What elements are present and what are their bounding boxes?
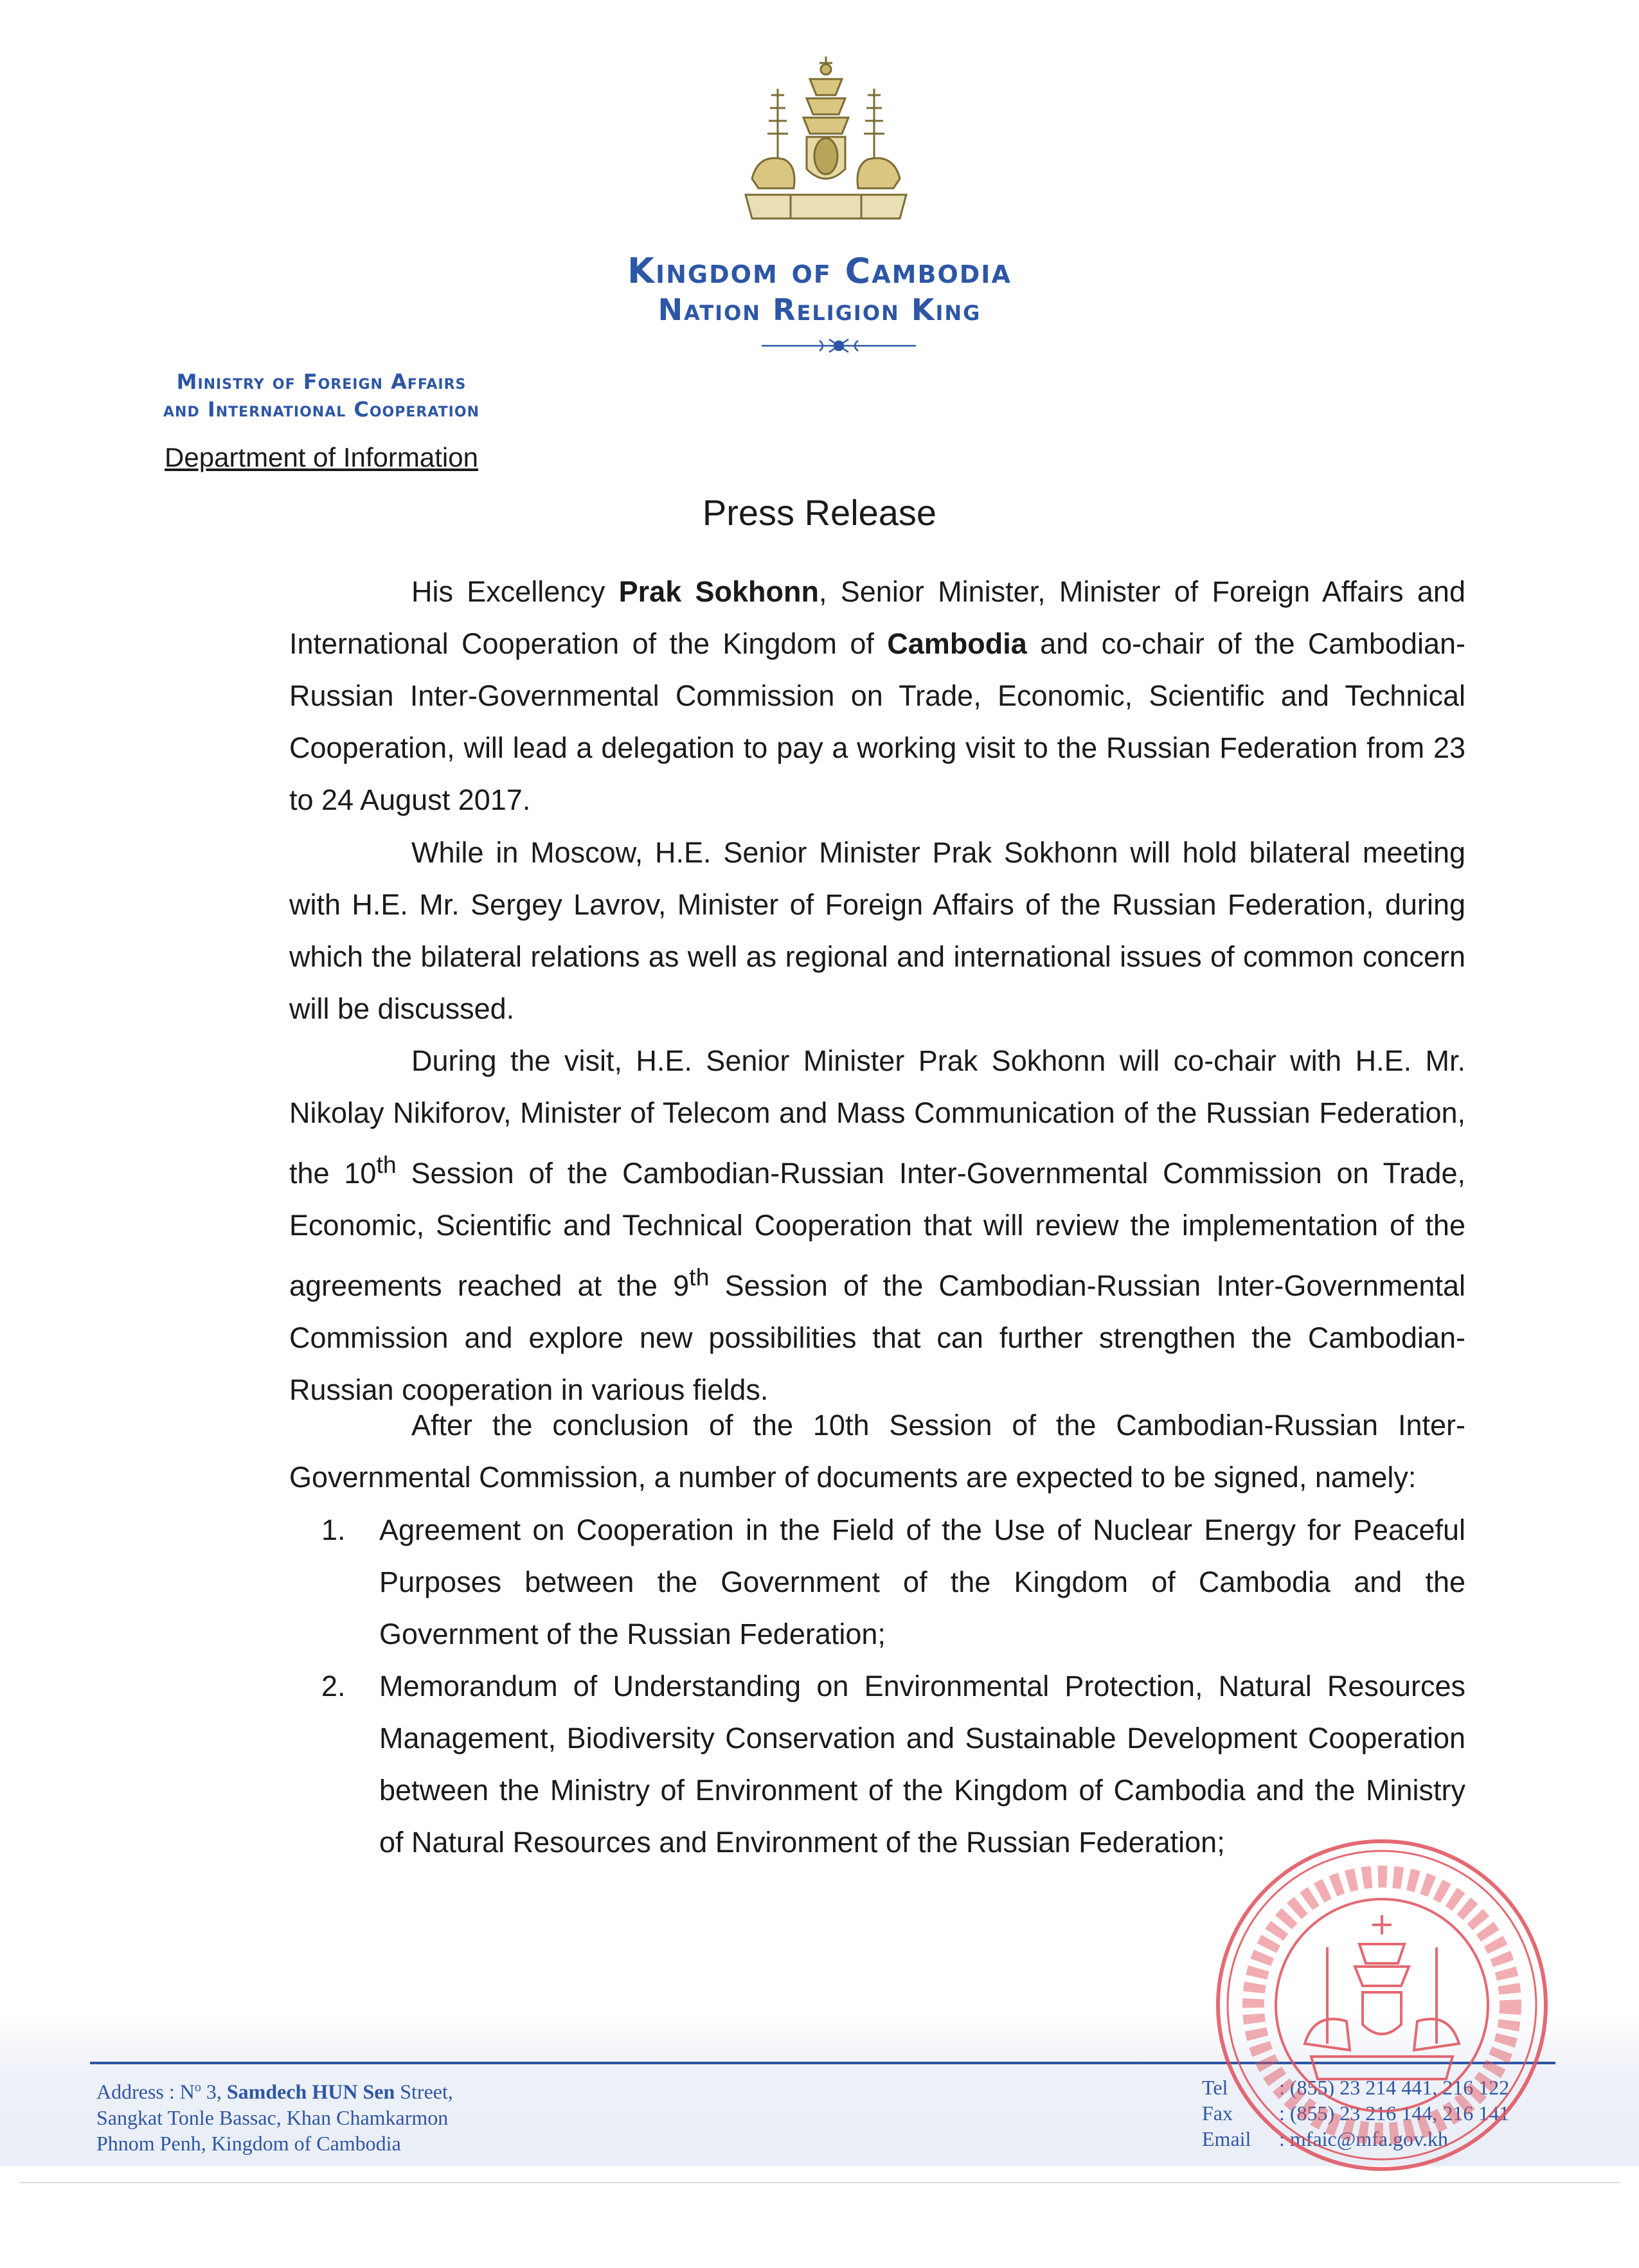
address-number: 3, (201, 2080, 227, 2103)
list-item-number: 2. (321, 1670, 346, 1702)
tel-label: Tel (1202, 2076, 1228, 2099)
p1-bold-country: Cambodia (887, 627, 1027, 660)
p3-text-3: Session of the Cambodian-Russian Inter-Governmental Commission and explore new possibilities that can further strengthen the Cambodian-Russian cooperation in various fields. (289, 1269, 1465, 1406)
list-item-text: Agreement on Cooperation in the Field of the Use of Nuclear Energy for Peaceful Purposes between the Government of the Kingdom of Cambodia and the Government of the Russian Federation; (379, 1513, 1465, 1650)
p1-text-1: His Excellency (411, 575, 619, 608)
page-title: Press Release (702, 492, 937, 533)
ministry-name-line1: Ministry of Foreign Affairs (176, 370, 467, 394)
fax-value: : (855) 23 216 144, 216 141 (1279, 2102, 1510, 2125)
address-suffix: Street, (395, 2080, 453, 2103)
kingdom-title: Kingdom of Cambodia (627, 251, 1012, 291)
paragraph-4: After the conclusion of the 10th Session of the Cambodian-Russian Inter-Governmental Commission, a number of documents are expected to be signed, namely: (289, 1409, 1465, 1494)
p1-text-2: , Senior Minister, Minister of Foreign Affairs and International Cooperation of the Kingdom of (289, 575, 1465, 660)
tel-value: : (855) 23 214 441, 216 122 (1279, 2076, 1510, 2099)
department-name: Department of Information (165, 442, 478, 472)
list-item-text: Memorandum of Understanding on Environmental Protection, Natural Resources Management, Biodiversity Conservation and Sustainable Development Cooperation between the Ministry of Environment of the Kingdom of Cambodia and the Ministry of Natural Resources and Environment of the Russian Federation; (379, 1670, 1465, 1859)
address-prefix: Address : N (96, 2080, 195, 2103)
address-street-name: Samdech HUN Sen (226, 2080, 395, 2103)
p1-text-3: and co-chair of the Cambodian-Russian Inter-Governmental Commission on Trade, Economic, Scientific and Technical Cooperation, will lead a delegation to pay a working visit to the Russian Federation from 23 to 24 August 2017. (289, 627, 1465, 816)
royal-coat-of-arms-icon (733, 50, 919, 230)
flourish-divider-icon (762, 333, 916, 359)
ministry-seal-stamp-icon (1208, 1832, 1555, 2179)
page-bottom-edge (19, 2182, 1620, 2183)
p3-text-2: Session of the Cambodian-Russian Inter-Governmental Commission on Trade, Economic, Scientific and Technical Cooperation that will review the implementation of the agreements reached at the 9 (289, 1157, 1465, 1302)
address-number-sign: o (194, 2080, 201, 2094)
list-item-number: 1. (321, 1513, 346, 1546)
fax-label: Fax (1202, 2102, 1233, 2125)
address-line-3: Phnom Penh, Kingdom of Cambodia (96, 2131, 401, 2155)
ministry-name-line2: and International Cooperation (163, 397, 479, 422)
p3-sup-1: th (376, 1151, 397, 1178)
address-line-1 (96, 2075, 675, 2105)
p3-text-1: During the visit, H.E. Senior Minister Prak Sokhonn will co-chair with H.E. Mr. Nikolay Nikiforov, Minister of Telecom and Mass Communication of the Russian Federation, the 10 (289, 1044, 1465, 1190)
paragraph-2: While in Moscow, H.E. Senior Minister Prak Sokhonn will hold bilateral meeting with H.E. Mr. Sergey Lavrov, Minister of Foreign Affairs of the Russian Federation, during which the bilateral relations as well as regional and international issues of common concern will be discussed. (289, 836, 1465, 1025)
list-item (321, 1504, 1465, 1660)
paragraph-3 (289, 1035, 1465, 1416)
p1-bold-name: Prak Sokhonn (618, 575, 819, 608)
footer-address (96, 2075, 675, 2156)
email-label: Email (1202, 2127, 1251, 2150)
paragraph-1 (289, 566, 1465, 826)
address-line-2: Sangkat Tonle Bassac, Khan Chamkarmon (96, 2105, 449, 2129)
national-motto: Nation Religion King (658, 292, 981, 327)
p3-sup-2: th (689, 1263, 710, 1290)
email-value[interactable]: : mfaic@mfa.gov.kh (1279, 2127, 1448, 2150)
